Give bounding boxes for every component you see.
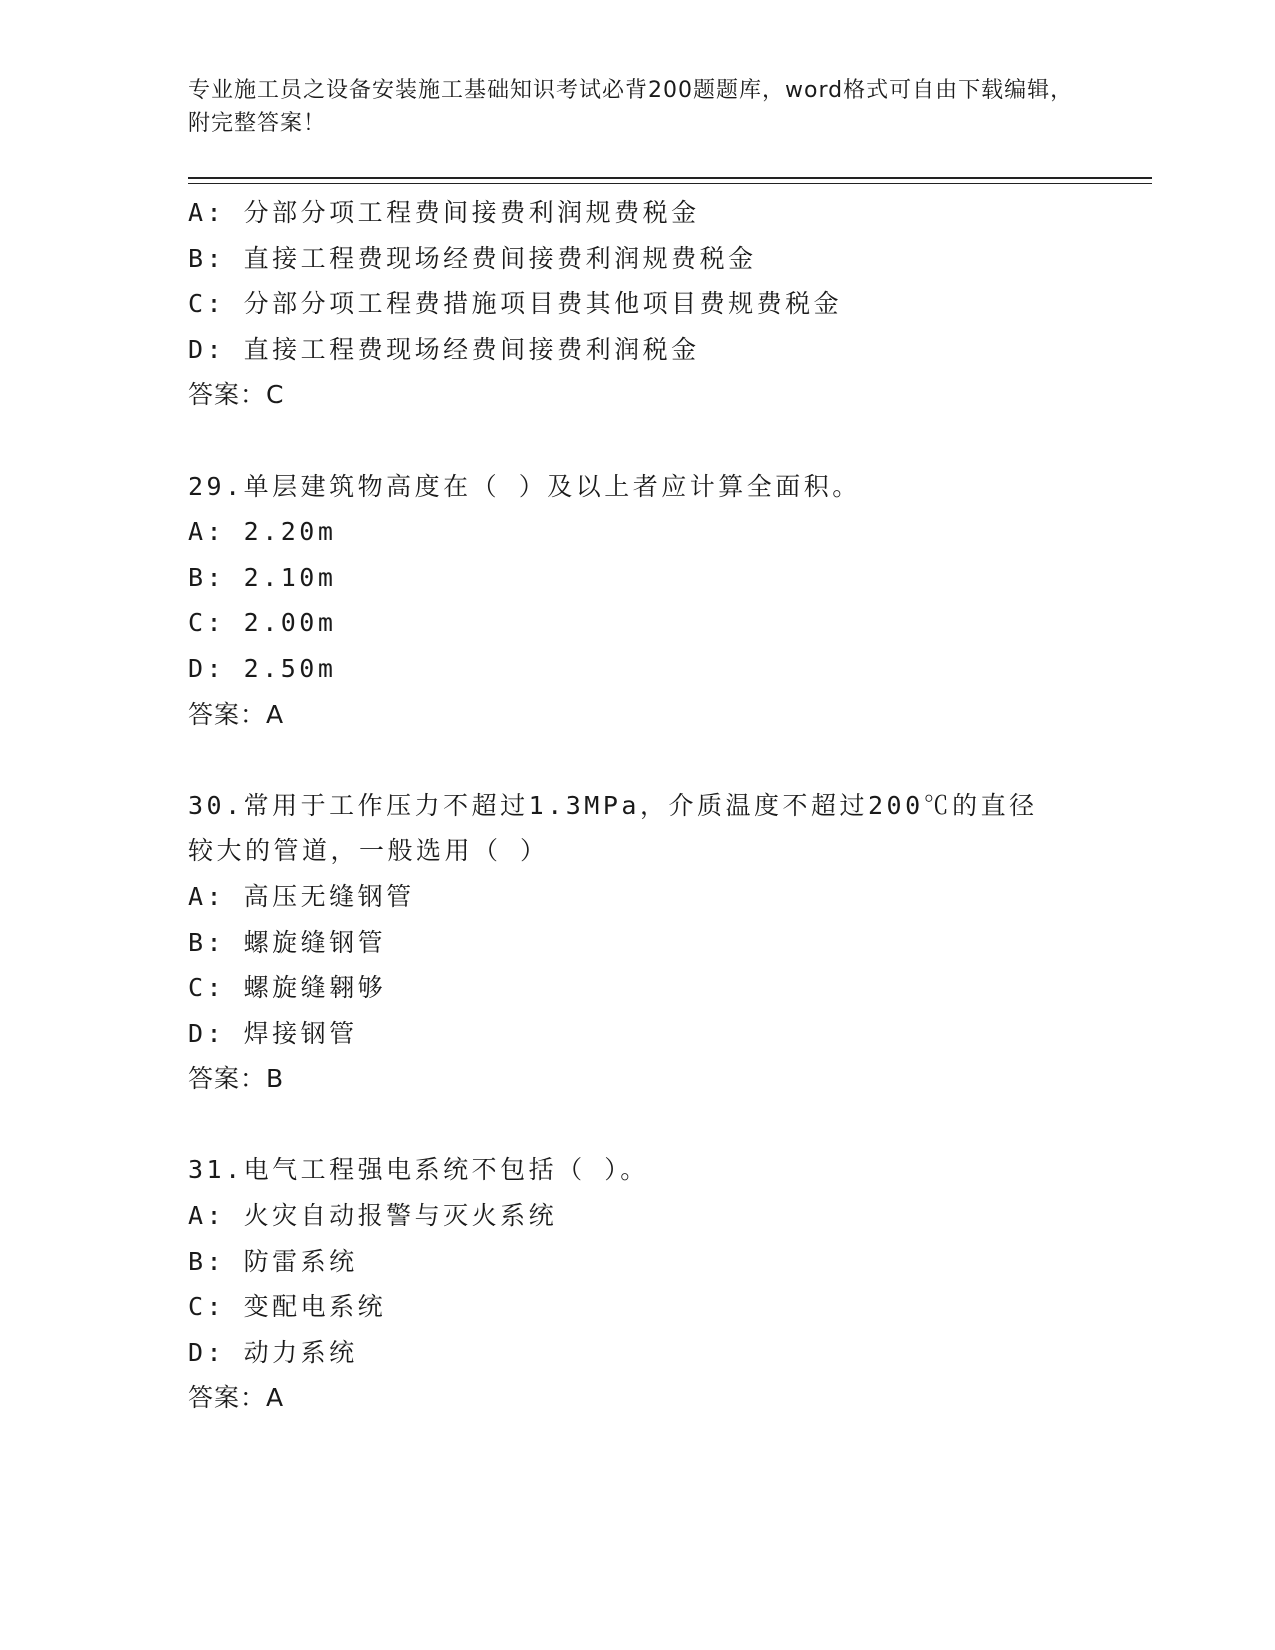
question-text: 30.常用于工作压力不超过1.3MPa，介质温度不超过200℃的直径较大的管道，一般选用（ ） — [188, 790, 1038, 866]
option-d: D: 焊接钢管 — [188, 1018, 358, 1048]
option-b: B: 螺旋缝钢管 — [188, 927, 387, 957]
document-content — [188, 190, 1088, 1421]
spacer — [188, 737, 1088, 783]
option-c: C: 2.00m — [188, 608, 337, 638]
answer: 答案：A — [188, 1383, 285, 1413]
answer: 答案：B — [188, 1064, 285, 1094]
answer: 答案：A — [188, 699, 285, 729]
spacer — [188, 418, 1088, 464]
answer: 答案：C — [188, 380, 285, 410]
option-c: C: 变配电系统 — [188, 1292, 387, 1322]
option-b: B: 直接工程费现场经费间接费利润规费税金 — [188, 243, 757, 273]
option-c: C: 螺旋缝翱够 — [188, 973, 387, 1003]
option-b: B: 防雷系统 — [188, 1246, 358, 1276]
header-divider-thick — [188, 177, 1152, 179]
document-header: 专业施工员之设备安装施工基础知识考试必背200题题库，word格式可自由下载编辑，附完整答案！ — [188, 78, 1074, 136]
option-a: A: 高压无缝钢管 — [188, 881, 415, 911]
option-a: A: 火灾自动报警与灭火系统 — [188, 1201, 558, 1231]
option-a: A: 2.20m — [188, 517, 337, 547]
question-text: 29.单层建筑物高度在（ ）及以上者应计算全面积。 — [188, 471, 861, 501]
option-b: B: 2.10m — [188, 562, 337, 592]
header-divider-thin — [188, 183, 1152, 184]
question-text: 31.电气工程强电系统不包括（ ）。 — [188, 1155, 649, 1185]
option-a: A: 分部分项工程费间接费利润规费税金 — [188, 198, 700, 227]
question-30 — [188, 783, 1088, 1102]
option-d: D: 2.50m — [188, 653, 337, 683]
option-d: D: 直接工程费现场经费间接费利润税金 — [188, 334, 700, 364]
question-29 — [188, 464, 1088, 738]
spacer — [188, 1102, 1088, 1148]
question-28-continuation — [188, 190, 1088, 418]
option-c: C: 分部分项工程费措施项目费其他项目费规费税金 — [188, 289, 843, 319]
question-31 — [188, 1147, 1088, 1421]
option-d: D: 动力系统 — [188, 1337, 358, 1367]
